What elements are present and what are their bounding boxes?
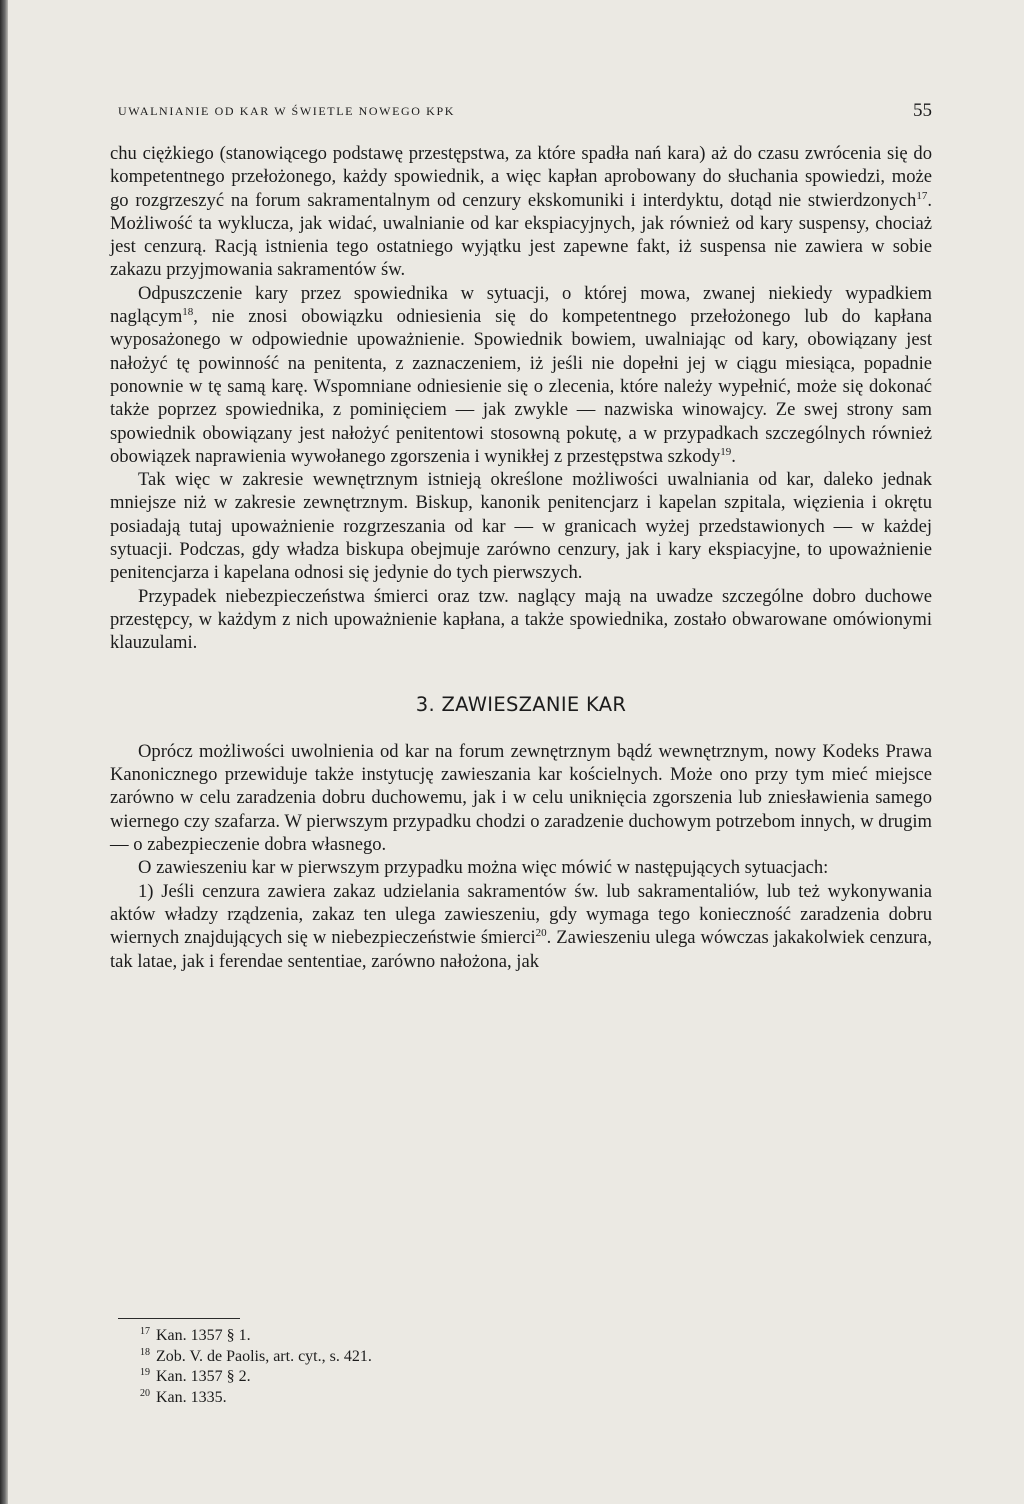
footnote-number: 20 [140,1387,150,1399]
page-number: 55 [913,100,932,121]
text-run: Przypadek niebezpieczeństwa śmierci oraz tzw. naglący mają na uwadze szczególne dobro duchowe przestępcy, w każdym z nich upoważnienie kapłana, a także spowiednika, zostało obwarowane omówionymi klauzulami. [110,585,932,654]
footnote-text: Kan. 1335. [156,1388,227,1406]
text-run: . Możliwość ta wyklucza, jak widać, uwalnianie od kar ekspiacyjnych, jak również od kary suspensy, chociaż jest cenzurą. Racją istnienia tego ostatniego wyjątku jest zapewne fakt, iż suspensa nie zawiera w sobie zakazu przyjmowania sakramentów św. [110,189,932,281]
text-run: Tak więc w zakresie wewnętrznym istnieją określone możliwości uwalniania od kar, daleko jednak mniejsze niż w zakresie zewnętrznym. Biskup, kanonik penitencjarz i kapelan szpitala, więzienia i okrętu posiadają tutaj upoważnienie rozgrzeszania od kar — w granicach wyżej przedstawionych — w każdej sytuacji. Podczas, gdy władza biskupa obejmuje zarówno cenzury, jak i kary ekspiacyjne, to upoważnienie penitencjarza i kapelana odnosi się jedynie do tych pierwszych. [110,469,932,584]
footnote-number: 18 [140,1346,150,1358]
footnotes [140,1326,372,1408]
running-title: UWALNIANIE OD KAR W ŚWIETLE NOWEGO KPK [118,104,455,118]
running-head [118,100,932,124]
paragraph [110,856,932,879]
footnote-ref: 20 [535,927,547,940]
text-run: Oprócz możliwości uwolnienia od kar na forum zewnętrznym bądź wewnętrznym, nowy Kodeks Prawa Kanonicznego przewiduje także instytucję zawieszania kar kościelnych. Może ono przy tym mieć miejsce zarówno w celu zaradzenia dobru duchowemu, jak i w celu uniknięcia zgorszenia lub zniesławienia samego wiernego czy szafarza. W pierwszym przypadku chodzi o zaradzenie duchowym potrzebom innych, w drugim — o zabezpieczenie dobra własnego. [110,740,932,856]
text-run: , nie znosi obowiązku odniesienia się do kompetentnego przełożonego lub do kapłana wyposażonego w odpowiednie upoważnienie. Spowiednik bowiem, uwalniając od kary, obowiązany jest nałożyć tę powinność na penitenta, z zaznaczeniem, iż jeśli nie dopełni jej w ciągu miesiąca, popadnie ponownie w tę samą karę. Wspomniane odniesienie się o zlecenia, które należy wypełnić, może się dokonać także poprzez spowiednika, z pominięciem — jak zwykle — nazwiska winowajcy. Ze swej strony sam spowiednik obowiązany jest nałożyć penitentowi stosowną pokutę, a w przypadkach szczególnych również obowiązek naprawienia wywołanego zgorszenia i wynikłej z przestępstwa szkody [110,306,932,467]
footnote-ref: 18 [182,306,194,319]
paragraph [110,142,932,282]
body-text [110,142,932,973]
text-run: O zawieszeniu kar w pierwszym przypadku można więc mówić w następujących sytuacjach: [138,857,829,879]
footnote [140,1347,372,1368]
section-heading: 3. ZAWIESZANIE KAR [415,692,627,716]
book-page [110,0,932,1504]
footnote [140,1388,372,1409]
text-run: 1) Jeśli cenzura zawiera zakaz udzielania sakramentów św. lub sakramentaliów, lub też wykonywania aktów władzy rządzenia, zakaz ten ulega zawieszeniu, gdy wymaga tego konieczność zaradzenia dobru wiernych znajdujących się w niebezpieczeństwie śmierci [110,880,932,949]
paragraph [110,282,932,468]
footnote-text: Zob. V. de Paolis, art. cyt., s. 421. [156,1347,372,1365]
paragraph [110,468,932,584]
footnote-rule [118,1318,240,1319]
footnote-number: 17 [140,1326,150,1337]
footnote-text: Kan. 1357 § 1. [156,1327,251,1344]
text-run: Odpuszczenie kary przez spowiednika w sytuacji, o której mowa, zwanej niekiedy wypadkiem naglącym [110,282,932,328]
footnote [140,1326,372,1347]
footnote-text: Kan. 1357 § 2. [156,1368,251,1385]
footnote-ref: 19 [720,445,732,458]
paragraph [110,740,932,856]
text-run: . Zawieszeniu ulega wówczas jakakolwiek cenzura, tak latae, jak i ferendae sententiae, zarówno nałożona, jak [110,927,932,972]
footnote [140,1367,372,1388]
binding-edge [0,0,8,1504]
footnote-ref: 17 [916,189,928,202]
footnote-number: 19 [140,1367,150,1378]
paragraph [110,585,932,655]
text-run: chu ciężkiego (stanowiącego podstawę przestępstwa, za które spadła nań kara) aż do czasu zwrócenia się do kompetentnego przełożonego, każdy spowiednik, a więc kapłan aprobowany do słuchania spowiedzi, może go rozgrzeszyć na forum sakramentalnym od cenzury ekskomuniki i interdyktu, dotąd nie stwierdzonych [110,143,932,211]
paragraph [110,880,932,973]
text-run: . [731,445,736,467]
